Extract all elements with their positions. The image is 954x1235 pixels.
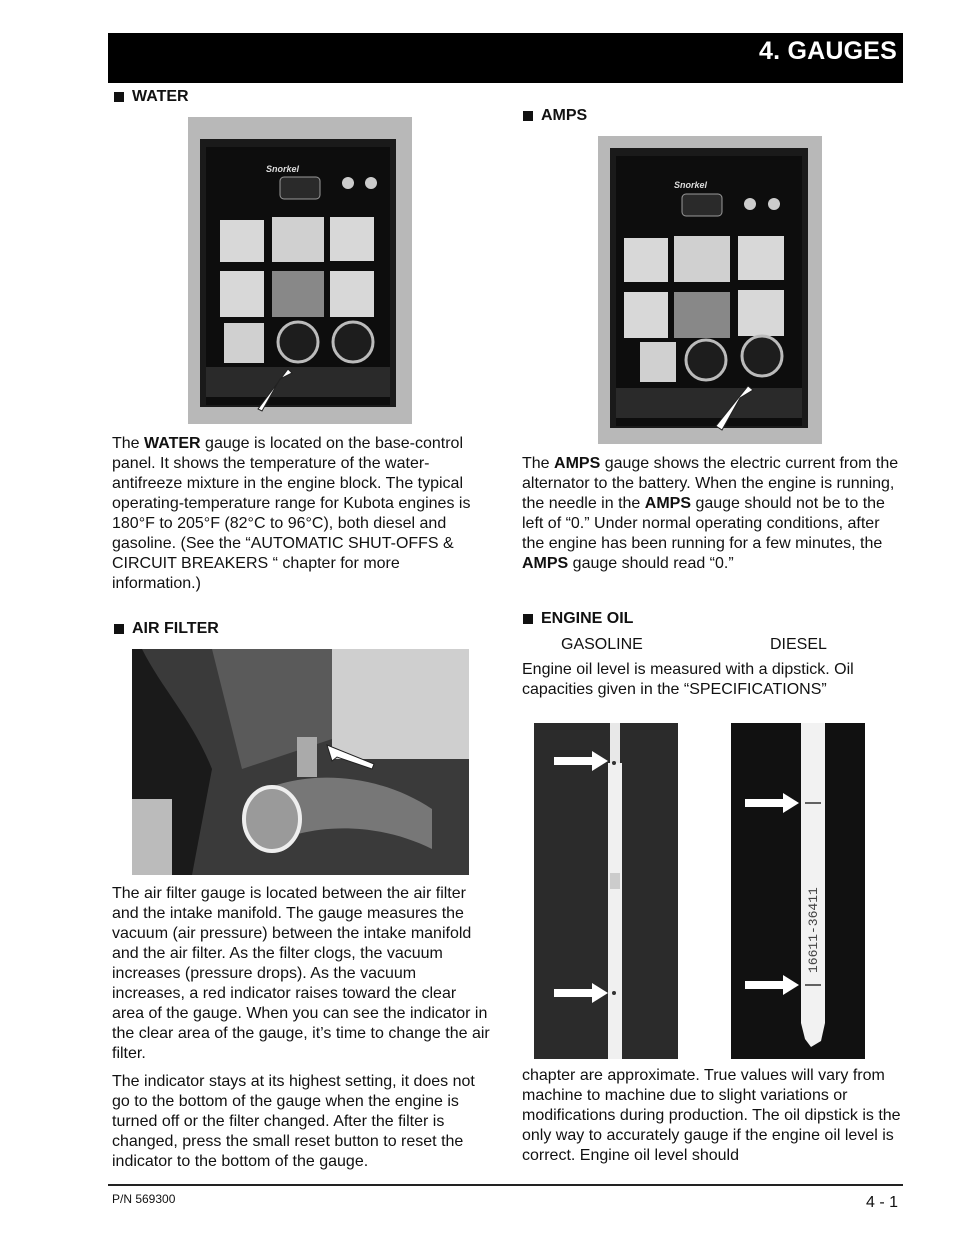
water-text-part: The bbox=[112, 435, 145, 452]
amps-text-part: The bbox=[522, 455, 555, 472]
dipstick-part-number: 16611-36411 bbox=[806, 887, 821, 973]
amps-text-part: gauge should not be to the left of “0.” Under normal operating conditions, after the engine has been running for a few minutes, the bbox=[522, 495, 885, 552]
water-heading-label: WATER bbox=[132, 88, 189, 105]
panel-brand-text: Snorkel bbox=[266, 164, 300, 174]
engine-oil-heading-label: ENGINE OIL bbox=[541, 610, 634, 627]
part-number: P/N 569300 bbox=[112, 1192, 176, 1206]
amps-description bbox=[522, 454, 902, 574]
engine-oil-description-2: chapter are approximate. True values will vary from machine to machine due to slight variations or modifications during production. The oil dipstick is the only way to accurately gauge if the engine oil level is correct. Engine oil level should bbox=[522, 1067, 901, 1164]
chapter-header bbox=[108, 33, 903, 83]
air-filter-description-1: The air filter gauge is located between the air filter and the intake manifold. The gauge measures the vacuum (air pressure) between the intake manifold and the air filter. As the filter clogs, the vacuum increases (pressure drops). As the vacuum increases, a red indicator raises toward the clear area of the gauge. When you can see the indicator in the clear area of the gauge, it’s time to change the air filter. bbox=[112, 885, 490, 1062]
water-text-part: gauge is located on the base-control panel. It shows the temperature of the water-antifreeze mixture in the engine block. The typical operating-temperature range for Kubota engines is 180°F to 205°F (82°C to 96°C), both diesel and gasoline. (See the “AUTOMATIC SHUT-OFFS & CIRCUIT BREAKERS “ chapter for more information.) bbox=[112, 435, 471, 592]
bullet-square-icon bbox=[114, 624, 124, 634]
water-gauge-photo bbox=[188, 117, 412, 424]
amps-text-part: gauge shows the electric current from the alternator to the battery. When the engine is running, the needle in the bbox=[522, 455, 899, 512]
water-heading bbox=[114, 88, 189, 106]
water-description bbox=[112, 434, 492, 594]
air-filter-description-2: The indicator stays at its highest setting, it does not go to the bottom of the gauge when the engine is turned off or the filter changed. After the filter is changed, press the small reset button to reset the indicator to the bottom of the gauge. bbox=[112, 1073, 475, 1170]
chapter-title: 4. GAUGES bbox=[759, 37, 897, 65]
bullet-square-icon bbox=[114, 92, 124, 102]
air-filter-heading-label: AIR FILTER bbox=[132, 620, 219, 637]
water-bold-term: WATER bbox=[144, 435, 201, 452]
air-filter-photo bbox=[132, 649, 469, 875]
amps-heading-label: AMPS bbox=[541, 107, 588, 124]
air-filter-image bbox=[132, 649, 469, 875]
engine-oil-heading bbox=[523, 610, 633, 628]
engine-oil-description-1: Engine oil level is measured with a dipstick. Oil capacities given in the “SPECIFICATIONS” bbox=[522, 661, 854, 698]
amps-bold-term: AMPS bbox=[554, 455, 601, 472]
footer-divider bbox=[108, 1184, 903, 1186]
page-number: 4 - 1 bbox=[866, 1194, 899, 1211]
amps-text-part: gauge should read “0.” bbox=[568, 555, 734, 572]
gasoline-dipstick-photo bbox=[534, 723, 678, 1059]
control-panel-image bbox=[598, 136, 822, 444]
gasoline-dipstick-image bbox=[534, 723, 678, 1059]
amps-heading bbox=[523, 107, 587, 125]
amps-gauge-photo bbox=[598, 136, 822, 444]
control-panel-image bbox=[188, 117, 412, 424]
amps-bold-term: AMPS bbox=[522, 555, 569, 572]
diesel-dipstick-photo bbox=[731, 723, 865, 1059]
panel-brand-text: Snorkel bbox=[674, 180, 708, 190]
gasoline-label: GASOLINE bbox=[561, 636, 643, 653]
diesel-dipstick-image bbox=[731, 723, 865, 1059]
amps-bold-term: AMPS bbox=[644, 495, 691, 512]
air-filter-heading bbox=[114, 620, 219, 638]
bullet-square-icon bbox=[523, 614, 533, 624]
bullet-square-icon bbox=[523, 111, 533, 121]
diesel-label: DIESEL bbox=[770, 636, 827, 653]
